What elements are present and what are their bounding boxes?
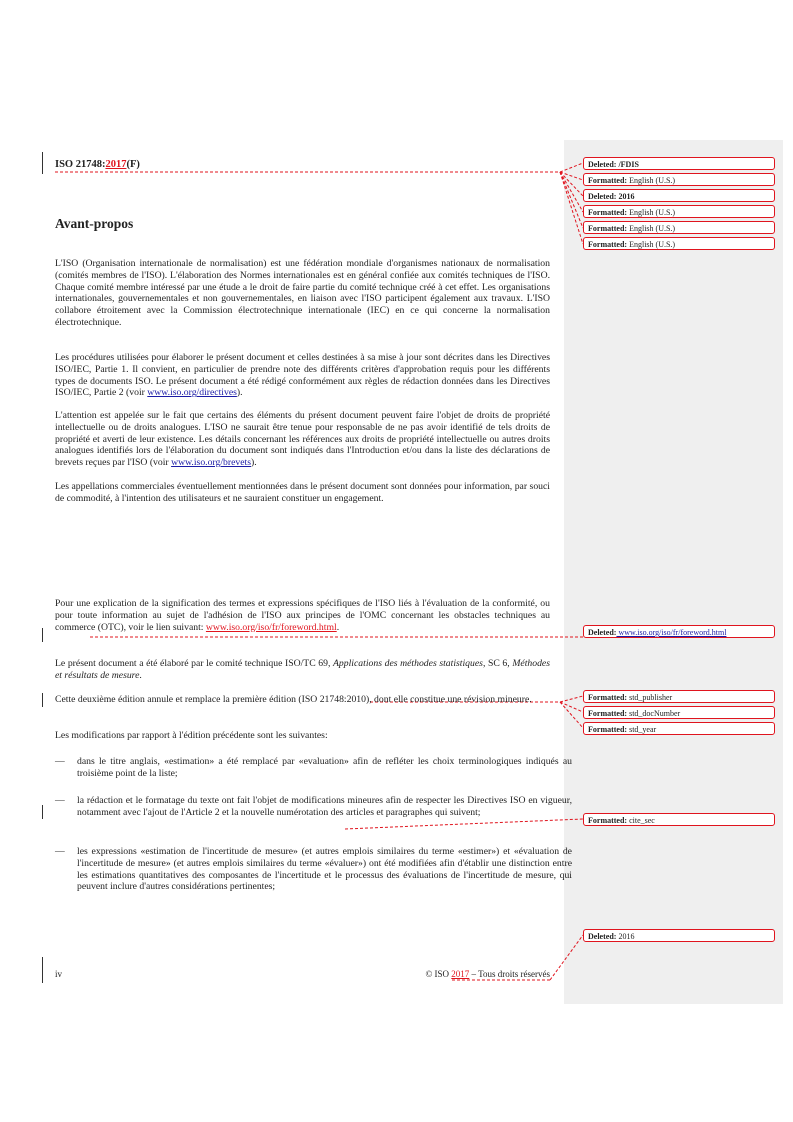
text: © ISO — [425, 969, 452, 979]
revision-comment-balloon[interactable] — [583, 929, 775, 942]
change-bar — [42, 693, 43, 707]
text: L'attention est appelée sur le fait que certains des éléments du présent document peuvent faire l'objet de droits de propriété intellectuelle ou de droits analogues. L'ISO ne saurait être tenue pour responsable de ne pas avoir identifié de tels droits de propriété et averti de leur existence. Les détails concernant les références aux droits de propriété intellectuelle ou autres droits analogues identifiés lors de l'élaboration du document sont indiqués dans l'Introduction et/ou dans la liste des déclarations de brevets reçues par l'ISO (voir — [55, 410, 550, 469]
change-bar — [42, 628, 43, 642]
revision-comment-balloon[interactable] — [583, 189, 775, 202]
change-bar — [42, 957, 43, 983]
link-directives[interactable]: www.iso.org/directives — [147, 387, 237, 399]
revision-comment-balloon[interactable] — [583, 706, 775, 719]
comment-text: 2016 — [616, 932, 635, 941]
paragraph: Les appellations commerciales éventuellement mentionnées dans le présent document sont données pour information, par souci de commodité, à l'intention des utilisateurs et ne sauraient constituer un engagement. — [55, 481, 550, 504]
text: Les procédures utilisées pour élaborer le présent document et celles destinées à sa mise à jour sont décrites dans les Directives ISO/IEC, Partie 1. Il convient, en particulier de prendre note des différents critères d'approbation requis pour les différents types de documents ISO. Le présent document a été rédigé conformément aux règles de rédaction données dans les Directives ISO/IEC, Partie 2 (voir — [55, 352, 550, 399]
paragraph — [55, 658, 550, 682]
list-item — [55, 756, 572, 780]
dash: — — [55, 756, 65, 767]
comment-text[interactable]: www.iso.org/iso/fr/foreword.html — [616, 628, 727, 637]
text: Le présent document a été élaboré par le comité technique ISO/TC 69, — [55, 658, 334, 669]
footer-year: 2017 — [451, 969, 470, 979]
page-number: iv — [55, 969, 63, 979]
text: ). — [236, 387, 243, 399]
comment-text: /FDIS — [616, 160, 639, 169]
comment-text: English (U.S.) — [627, 176, 676, 185]
comment-kind: Deleted: — [588, 192, 617, 201]
document-header — [55, 159, 550, 171]
text: Méthodes et résultats de mesure — [55, 658, 550, 681]
text: dans le titre anglais, «estimation» a été remplacé par «evaluation» afin de refléter les choix terminologiques indiqués au troisième point de la liste; — [77, 756, 572, 779]
list-item — [55, 795, 572, 819]
text: , SC 6, — [482, 658, 513, 669]
comment-kind: Formatted: — [588, 208, 628, 217]
section-heading: Avant-propos — [55, 216, 134, 231]
header-lang: (F) — [126, 159, 140, 170]
comment-kind: Formatted: — [588, 725, 628, 734]
revision-comment-balloon[interactable] — [583, 237, 775, 250]
comment-kind: Formatted: — [588, 709, 628, 718]
text: . — [139, 669, 142, 681]
comment-kind: Deleted: — [588, 160, 617, 169]
text: . — [336, 621, 340, 633]
comment-text: 2016 — [616, 192, 635, 201]
revision-comment-balloon[interactable] — [583, 205, 775, 218]
comment-kind: Deleted: — [588, 932, 617, 941]
list-item — [55, 846, 572, 893]
dash: — — [55, 795, 65, 806]
change-bar — [42, 152, 43, 174]
comment-kind: Formatted: — [588, 816, 628, 825]
text: – Tous droits réservés — [469, 969, 550, 979]
comment-text: cite_sec — [627, 816, 655, 825]
comment-kind: Formatted: — [588, 693, 628, 702]
revision-comment-balloon[interactable] — [583, 221, 775, 234]
comment-text: English (U.S.) — [627, 240, 676, 249]
text: Pour une explication de la signification des termes et expressions spécifiques de l'ISO liés à l'évaluation de la conformité, ou pour toute information au sujet de l'adhésion de l'ISO aux principes de l'OMC concernant les obstacles techniques au commerce (OTC), voir le lien suivant: — [55, 598, 550, 633]
link-foreword[interactable]: www.iso.org/iso/fr/foreword.html — [205, 621, 337, 633]
dash: — — [55, 846, 65, 857]
paragraph: Cette deuxième édition annule et remplace la première édition (ISO 21748:2010), dont elle constitue une révision mineure. — [55, 694, 532, 705]
text: la rédaction et le formatage du texte ont fait l'objet de modifications mineures afin de respecter les Directives ISO en vigueur, notamment avec l'ajout de l'Article 2 et la nouvelle numérotation des articles et paragraphes qui suivent; — [77, 795, 572, 818]
comment-kind: Formatted: — [588, 224, 628, 233]
comment-kind: Formatted: — [588, 176, 628, 185]
revision-comment-balloon[interactable] — [583, 173, 775, 186]
revision-comment-balloon[interactable] — [583, 625, 775, 638]
comment-text: English (U.S.) — [627, 224, 676, 233]
text: les expressions «estimation de l'incertitude de mesure» (et autres emplois similaires du terme «estimer») et «évaluation de l'incertitude de mesure» (et autres emplois similaires du terme «évaluer») ont été modifiées afin d'établir une distinction entre les estimations quantitatives des composantes de l'incertitude et le processus des évaluations de l'incertitude de mesure, qui peuvent inclure d'autres considérations pertinentes; — [77, 846, 572, 893]
change-bar — [42, 805, 43, 819]
comment-text: std_publisher — [627, 693, 673, 702]
comment-text: English (U.S.) — [627, 208, 676, 217]
revision-comment-balloon[interactable] — [583, 690, 775, 703]
text: Applications des méthodes statistiques — [333, 658, 483, 669]
paragraph — [55, 352, 550, 399]
comment-kind: Formatted: — [588, 240, 628, 249]
paragraph: L'ISO (Organisation internationale de normalisation) est une fédération mondiale d'organismes nationaux de normalisation (comités membres de l'ISO). L'élaboration des Normes internationales est en général confiée aux comités techniques de l'ISO. Chaque comité membre intéressé par une étude a le droit de faire partie du comité technique créé à cet effet. Les organisations internationales, gouvernementales et non gouvernementales, en liaison avec l'ISO participent également aux travaux. L'ISO collabore étroitement avec la Commission électrotechnique internationale (IEC) en ce qui concerne la normalisation électrotechnique. — [55, 258, 550, 328]
text: ). — [251, 457, 257, 469]
comment-kind: Deleted: — [588, 628, 617, 637]
comment-text: std_docNumber — [627, 709, 681, 718]
revision-comment-balloon[interactable] — [583, 157, 775, 170]
header-id: ISO 21748: — [55, 159, 106, 170]
paragraph — [55, 598, 550, 633]
revision-comment-balloon[interactable] — [583, 722, 775, 735]
header-year: 2017 — [105, 159, 127, 170]
link-brevets[interactable]: www.iso.org/brevets — [171, 457, 251, 469]
paragraph: Les modifications par rapport à l'édition précédente sont les suivantes: — [55, 730, 328, 741]
copyright-footer — [55, 969, 550, 981]
comment-text: std_year — [627, 725, 657, 734]
paragraph — [55, 410, 550, 469]
revision-comment-balloon[interactable] — [583, 813, 775, 826]
